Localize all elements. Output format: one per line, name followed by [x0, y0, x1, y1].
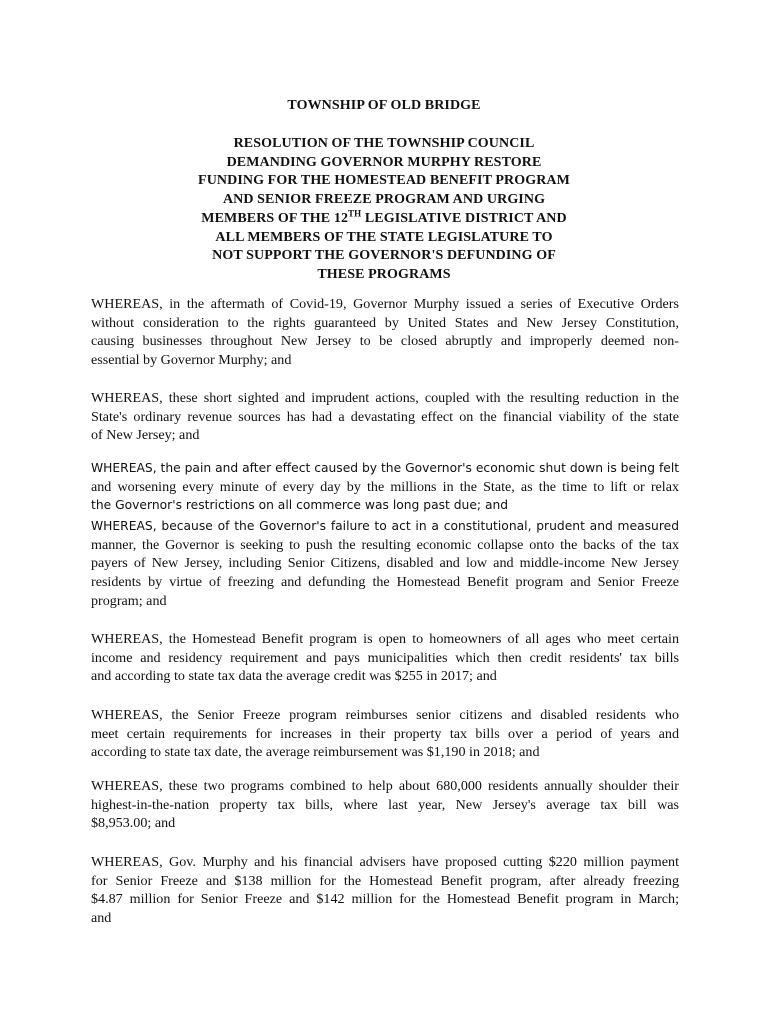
paragraph-line: program; and — [91, 592, 167, 609]
whereas-paragraph — [91, 853, 679, 928]
paragraph-line: manner, the Governor is seeking to push the resulting economic collapse onto the backs of the tax — [91, 536, 679, 553]
title-line: AND SENIOR FREEZE PROGRAM AND URGING — [222, 192, 546, 208]
whereas-paragraph — [91, 459, 679, 515]
title-line: FUNDING FOR THE HOMESTEAD BENEFIT PROGRAM — [198, 173, 570, 189]
paragraph-line: and worsening every minute of every day by the millions in the State, as the time to lift or relax — [91, 478, 679, 495]
whereas-paragraph — [91, 777, 679, 833]
paragraph-line: highest-in-the-nation property tax bills, where last year, New Jersey's average tax bill was — [91, 796, 679, 813]
paragraph-line: causing businesses throughout New Jersey to be closed abruptly and improperly deemed non- — [91, 333, 679, 350]
whereas-paragraph — [91, 517, 679, 611]
paragraph-line: of New Jersey; and — [91, 427, 200, 444]
paragraph-line: State's ordinary revenue sources has had a devastating effect on the financial viability of the state — [91, 408, 679, 425]
paragraph-line: WHEREAS, the Senior Freeze program reimburses senior citizens and disabled residents who — [91, 707, 679, 723]
paragraph-line: income and residency requirement and pays municipalities which then credit residents' tax bills — [91, 649, 679, 666]
paragraph-line: WHEREAS, because of the Governor's failure to act in a constitutional, prudent and measured — [91, 519, 679, 533]
paragraph-line: payers of New Jersey, including Senior Citizens, disabled and low and middle-income New Jersey — [91, 555, 679, 572]
paragraph-line: and — [91, 910, 112, 927]
title-line: NOT SUPPORT THE GOVERNOR'S DEFUNDING OF — [212, 248, 556, 264]
paragraph-line: residents by virtue of freezing and defunding the Homestead Benefit program and Senior Freeze — [91, 574, 679, 591]
whereas-paragraph — [91, 295, 679, 370]
paragraph-line: $4.87 million for Senior Freeze and $142 million for the Homestead Benefit program in March; — [91, 891, 679, 908]
whereas-paragraph — [91, 389, 679, 445]
title-line: THESE PROGRAMS — [317, 266, 451, 282]
paragraph-line: WHEREAS, these short sighted and imprudent actions, coupled with the resulting reduction in the — [91, 390, 679, 406]
paragraph-line: WHEREAS, Gov. Murphy and his financial advisers have proposed cutting $220 million payment — [91, 854, 679, 870]
paragraph-line: $8,953.00; and — [91, 815, 176, 832]
paragraph-line: WHEREAS, the Homestead Benefit program is open to homeowners of all ages who meet certain — [91, 631, 679, 647]
paragraph-line: according to state tax date, the average reimbursement was $1,190 in 2018; and — [91, 744, 540, 761]
paragraph-line: WHEREAS, in the aftermath of Covid-19, Governor Murphy issued a series of Executive Orders — [91, 296, 679, 312]
paragraph-line: the Governor's restrictions on all commerce was long past due; and — [91, 498, 509, 513]
whereas-paragraph — [91, 630, 679, 686]
title-line — [0, 210, 768, 229]
title-line-part: LEGISLATIVE DISTRICT AND — [361, 210, 567, 226]
paragraph-line: for Senior Freeze and $138 million for the Homestead Benefit program, after already freezing — [91, 872, 679, 889]
paragraph-line: essential by Governor Murphy; and — [91, 352, 292, 369]
whereas-paragraph — [91, 706, 679, 762]
title-line-part: MEMBERS OF THE 12 — [201, 210, 349, 226]
title-line: ALL MEMBERS OF THE STATE LEGISLATURE TO — [215, 229, 553, 245]
title-line: DEMANDING GOVERNOR MURPHY RESTORE — [226, 154, 542, 170]
municipality-heading: TOWNSHIP OF OLD BRIDGE — [287, 98, 481, 113]
resolution-title — [0, 135, 768, 285]
ordinal-superscript: TH — [348, 208, 362, 219]
paragraph-line: and according to state tax data the average credit was $255 in 2017; and — [91, 668, 497, 685]
paragraph-line: without consideration to the rights guaranteed by United States and New Jersey Constitution, — [91, 314, 679, 331]
paragraph-line: WHEREAS, these two programs combined to help about 680,000 residents annually shoulder their — [91, 778, 679, 794]
paragraph-line: WHEREAS, the pain and after effect caused by the Governor's economic shut down is being felt — [91, 461, 680, 475]
title-line: RESOLUTION OF THE TOWNSHIP COUNCIL — [233, 136, 535, 151]
paragraph-line: meet certain requirements for increases in their property tax bills over a period of years and — [91, 725, 679, 742]
